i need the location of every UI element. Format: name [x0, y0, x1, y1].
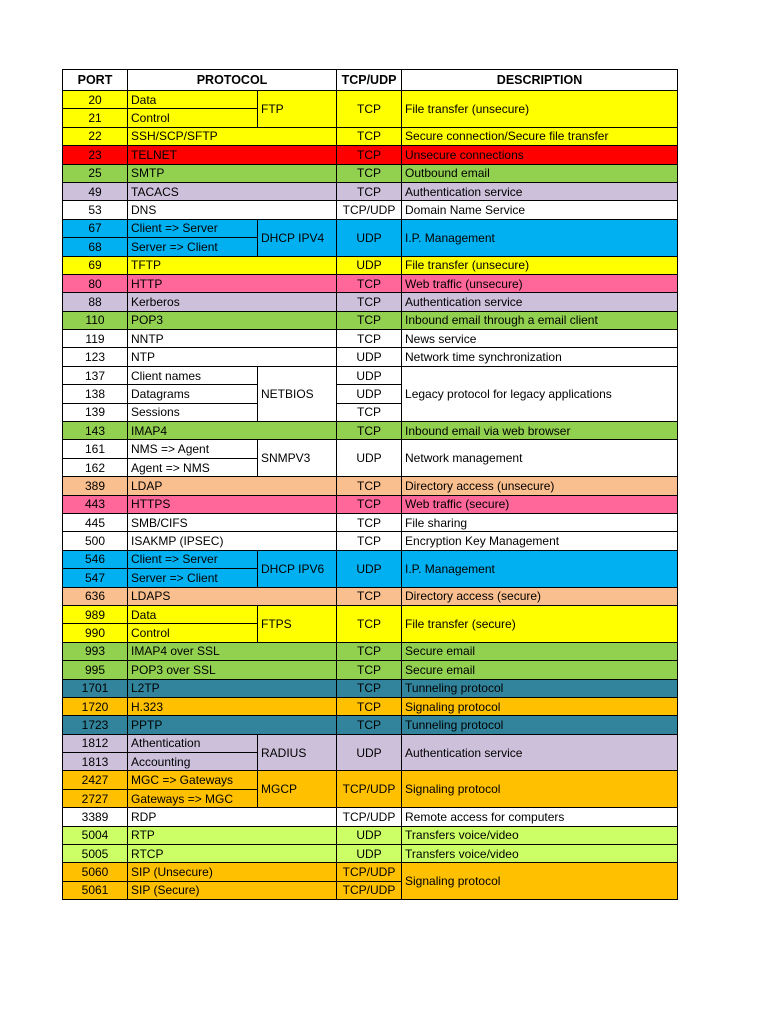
port-cell: 389: [63, 477, 128, 495]
port-cell: 1723: [63, 716, 128, 734]
protocol-group-cell: FTPS: [258, 605, 337, 642]
port-cell: 53: [63, 201, 128, 219]
table-row: [63, 532, 678, 550]
protocol-group-cell: NETBIOS: [258, 366, 337, 421]
protocol-cell: HTTPS: [128, 495, 337, 513]
transport-cell: TCP: [337, 477, 402, 495]
description-cell: Web traffic (secure): [402, 495, 678, 513]
description-cell: Tunneling protocol: [402, 716, 678, 734]
transport-cell: UDP: [337, 440, 402, 477]
protocol-cell: IMAP4: [128, 422, 337, 440]
port-cell: 1813: [63, 753, 128, 771]
protocol-cell: RTCP: [128, 845, 337, 863]
table-row: [63, 716, 678, 734]
table-row: [63, 661, 678, 679]
port-cell: 1812: [63, 734, 128, 752]
port-cell: 138: [63, 385, 128, 403]
transport-cell: UDP: [337, 256, 402, 274]
transport-cell: TCP: [337, 661, 402, 679]
description-cell: Web traffic (unsecure): [402, 274, 678, 292]
description-cell: News service: [402, 330, 678, 348]
table-row: [63, 201, 678, 219]
table-row: [63, 679, 678, 697]
protocol-cell: SIP (Secure): [128, 881, 337, 899]
transport-cell: UDP: [337, 366, 402, 384]
protocol-cell: RDP: [128, 808, 337, 826]
protocol-cell: L2TP: [128, 679, 337, 697]
description-cell: Tunneling protocol: [402, 679, 678, 697]
protocol-cell: H.323: [128, 697, 337, 715]
transport-cell: TCP: [337, 422, 402, 440]
protocol-cell: Client => Server: [128, 219, 258, 237]
table-row: [63, 440, 678, 458]
description-cell: Network time synchronization: [402, 348, 678, 366]
port-cell: 443: [63, 495, 128, 513]
table-row: [63, 330, 678, 348]
port-cell: 161: [63, 440, 128, 458]
port-cell: 2427: [63, 771, 128, 789]
protocol-cell: Sessions: [128, 403, 258, 421]
transport-cell: TCP: [337, 311, 402, 329]
port-cell: 993: [63, 642, 128, 660]
transport-cell: UDP: [337, 219, 402, 256]
table-row: [63, 550, 678, 568]
description-cell: Authentication service: [402, 734, 678, 771]
protocol-cell: POP3 over SSL: [128, 661, 337, 679]
header-protocol: PROTOCOL: [128, 70, 337, 91]
transport-cell: TCP: [337, 605, 402, 642]
transport-cell: TCP: [337, 642, 402, 660]
transport-cell: TCP/UDP: [337, 771, 402, 808]
protocol-group-cell: MGCP: [258, 771, 337, 808]
transport-cell: TCP: [337, 495, 402, 513]
port-cell: 139: [63, 403, 128, 421]
transport-cell: TCP: [337, 182, 402, 200]
table-row: [63, 808, 678, 826]
port-cell: 546: [63, 550, 128, 568]
description-cell: Inbound email through a email client: [402, 311, 678, 329]
port-cell: 990: [63, 624, 128, 642]
header-row: [63, 70, 678, 91]
description-cell: Authentication service: [402, 293, 678, 311]
transport-cell: TCP/UDP: [337, 863, 402, 881]
transport-cell: UDP: [337, 348, 402, 366]
protocol-group-cell: DHCP IPV4: [258, 219, 337, 256]
description-cell: Directory access (secure): [402, 587, 678, 605]
port-cell: 119: [63, 330, 128, 348]
protocol-cell: RTP: [128, 826, 337, 844]
transport-cell: TCP: [337, 330, 402, 348]
port-cell: 137: [63, 366, 128, 384]
table-row: [63, 845, 678, 863]
port-cell: 5004: [63, 826, 128, 844]
transport-cell: UDP: [337, 734, 402, 771]
port-cell: 995: [63, 661, 128, 679]
port-cell: 500: [63, 532, 128, 550]
port-protocol-table: [62, 69, 678, 900]
transport-cell: TCP/UDP: [337, 201, 402, 219]
port-cell: 22: [63, 127, 128, 145]
protocol-cell: Gateways => MGC: [128, 789, 258, 807]
transport-cell: TCP: [337, 513, 402, 531]
description-cell: Encryption Key Management: [402, 532, 678, 550]
transport-cell: TCP: [337, 532, 402, 550]
description-cell: I.P. Management: [402, 219, 678, 256]
transport-cell: TCP: [337, 697, 402, 715]
protocol-cell: LDAP: [128, 477, 337, 495]
port-cell: 1720: [63, 697, 128, 715]
description-cell: Remote access for computers: [402, 808, 678, 826]
protocol-cell: SSH/SCP/SFTP: [128, 127, 337, 145]
protocol-cell: Athentication: [128, 734, 258, 752]
description-cell: Secure email: [402, 661, 678, 679]
transport-cell: TCP: [337, 274, 402, 292]
protocol-cell: NNTP: [128, 330, 337, 348]
protocol-cell: IMAP4 over SSL: [128, 642, 337, 660]
protocol-group-cell: SNMPV3: [258, 440, 337, 477]
description-cell: Secure connection/Secure file transfer: [402, 127, 678, 145]
transport-cell: TCP: [337, 716, 402, 734]
port-cell: 547: [63, 569, 128, 587]
table-row: [63, 513, 678, 531]
port-cell: 21: [63, 109, 128, 127]
table-row: [63, 293, 678, 311]
table-row: [63, 642, 678, 660]
description-cell: Transfers voice/video: [402, 845, 678, 863]
transport-cell: UDP: [337, 845, 402, 863]
table-row: [63, 587, 678, 605]
description-cell: Domain Name Service: [402, 201, 678, 219]
description-cell: Authentication service: [402, 182, 678, 200]
transport-cell: TCP: [337, 587, 402, 605]
table-row: [63, 164, 678, 182]
description-cell: Transfers voice/video: [402, 826, 678, 844]
table-row: [63, 734, 678, 752]
table-row: [63, 477, 678, 495]
port-cell: 49: [63, 182, 128, 200]
protocol-cell: TELNET: [128, 146, 337, 164]
port-cell: 5060: [63, 863, 128, 881]
port-cell: 68: [63, 238, 128, 256]
description-cell: Signaling protocol: [402, 697, 678, 715]
description-cell: Signaling protocol: [402, 863, 678, 900]
table-row: [63, 348, 678, 366]
protocol-cell: Server => Client: [128, 238, 258, 256]
port-cell: 25: [63, 164, 128, 182]
description-cell: Legacy protocol for legacy applications: [402, 366, 678, 421]
table-row: [63, 697, 678, 715]
protocol-cell: DNS: [128, 201, 337, 219]
transport-cell: UDP: [337, 826, 402, 844]
protocol-cell: NMS => Agent: [128, 440, 258, 458]
transport-cell: TCP/UDP: [337, 808, 402, 826]
table-row: [63, 219, 678, 237]
port-cell: 69: [63, 256, 128, 274]
protocol-cell: TACACS: [128, 182, 337, 200]
table-row: [63, 366, 678, 384]
protocol-cell: ISAKMP (IPSEC): [128, 532, 337, 550]
protocol-cell: POP3: [128, 311, 337, 329]
port-cell: 67: [63, 219, 128, 237]
port-cell: 5005: [63, 845, 128, 863]
table-row: [63, 256, 678, 274]
protocol-cell: NTP: [128, 348, 337, 366]
protocol-cell: Agent => NMS: [128, 458, 258, 476]
transport-cell: TCP: [337, 293, 402, 311]
transport-cell: TCP: [337, 164, 402, 182]
port-cell: 3389: [63, 808, 128, 826]
protocol-group-cell: RADIUS: [258, 734, 337, 771]
transport-cell: TCP: [337, 679, 402, 697]
port-cell: 5061: [63, 881, 128, 899]
protocol-cell: Control: [128, 109, 258, 127]
port-cell: 2727: [63, 789, 128, 807]
transport-cell: TCP: [337, 403, 402, 421]
port-cell: 143: [63, 422, 128, 440]
protocol-cell: Accounting: [128, 753, 258, 771]
port-cell: 80: [63, 274, 128, 292]
protocol-cell: Server => Client: [128, 569, 258, 587]
port-cell: 123: [63, 348, 128, 366]
protocol-cell: Datagrams: [128, 385, 258, 403]
table-row: [63, 91, 678, 109]
description-cell: File transfer (unsecure): [402, 91, 678, 128]
transport-cell: TCP: [337, 146, 402, 164]
table-row: [63, 127, 678, 145]
port-cell: 162: [63, 458, 128, 476]
transport-cell: TCP/UDP: [337, 881, 402, 899]
table-row: [63, 422, 678, 440]
description-cell: Unsecure connections: [402, 146, 678, 164]
protocol-group-cell: FTP: [258, 91, 337, 128]
protocol-cell: Kerberos: [128, 293, 337, 311]
protocol-cell: HTTP: [128, 274, 337, 292]
protocol-group-cell: DHCP IPV6: [258, 550, 337, 587]
protocol-cell: Data: [128, 91, 258, 109]
protocol-cell: SIP (Unsecure): [128, 863, 337, 881]
port-cell: 636: [63, 587, 128, 605]
description-cell: File transfer (unsecure): [402, 256, 678, 274]
description-cell: File sharing: [402, 513, 678, 531]
port-cell: 20: [63, 91, 128, 109]
table-row: [63, 771, 678, 789]
port-cell: 989: [63, 605, 128, 623]
table-row: [63, 495, 678, 513]
header-tcpudp: TCP/UDP: [337, 70, 402, 91]
description-cell: File transfer (secure): [402, 605, 678, 642]
port-cell: 88: [63, 293, 128, 311]
transport-cell: TCP: [337, 91, 402, 128]
table-row: [63, 605, 678, 623]
protocol-cell: Control: [128, 624, 258, 642]
port-cell: 23: [63, 146, 128, 164]
protocol-cell: PPTP: [128, 716, 337, 734]
protocol-cell: MGC => Gateways: [128, 771, 258, 789]
header-description: DESCRIPTION: [402, 70, 678, 91]
protocol-cell: Data: [128, 605, 258, 623]
port-cell: 445: [63, 513, 128, 531]
description-cell: Directory access (unsecure): [402, 477, 678, 495]
header-port: PORT: [63, 70, 128, 91]
transport-cell: UDP: [337, 550, 402, 587]
table-body: [63, 91, 678, 900]
protocol-cell: Client => Server: [128, 550, 258, 568]
table-row: [63, 826, 678, 844]
table-row: [63, 146, 678, 164]
description-cell: Signaling protocol: [402, 771, 678, 808]
port-cell: 1701: [63, 679, 128, 697]
protocol-cell: SMB/CIFS: [128, 513, 337, 531]
description-cell: Network management: [402, 440, 678, 477]
protocol-cell: SMTP: [128, 164, 337, 182]
table-row: [63, 182, 678, 200]
transport-cell: UDP: [337, 385, 402, 403]
description-cell: Secure email: [402, 642, 678, 660]
protocol-cell: LDAPS: [128, 587, 337, 605]
description-cell: Inbound email via web browser: [402, 422, 678, 440]
table-row: [63, 311, 678, 329]
description-cell: Outbound email: [402, 164, 678, 182]
table-row: [63, 863, 678, 881]
port-cell: 110: [63, 311, 128, 329]
protocol-cell: TFTP: [128, 256, 337, 274]
protocol-cell: Client names: [128, 366, 258, 384]
table-row: [63, 274, 678, 292]
transport-cell: TCP: [337, 127, 402, 145]
description-cell: I.P. Management: [402, 550, 678, 587]
